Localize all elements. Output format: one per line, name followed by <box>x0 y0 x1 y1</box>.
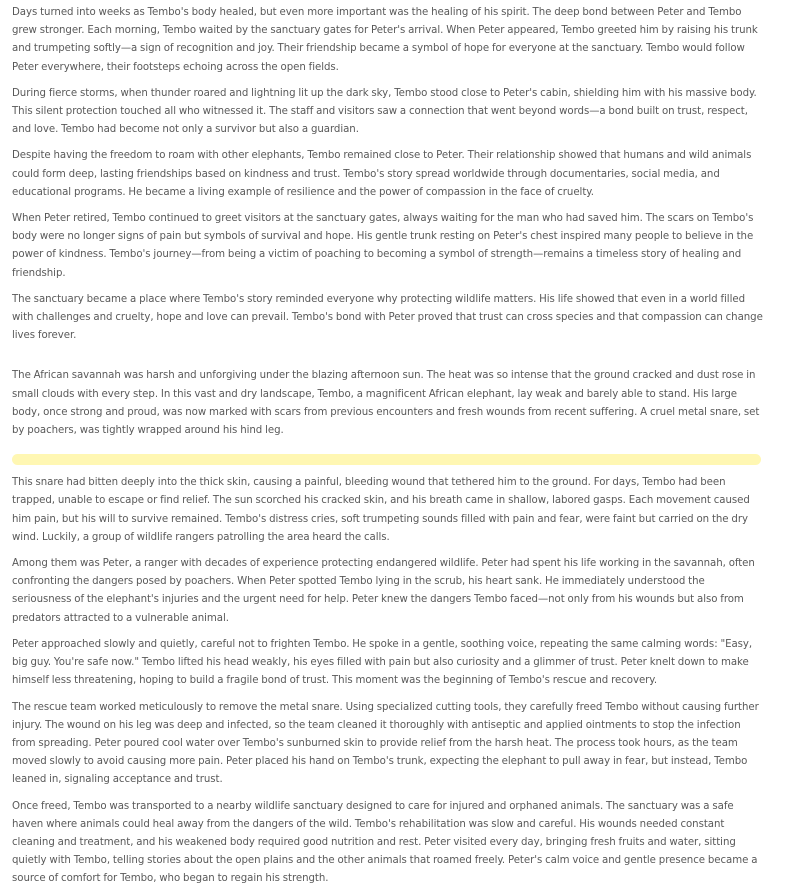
paragraph: Once freed, Tembo was transported to a nearby wildlife sanctuary designed to care for injured and orphaned animals. The sanctuary was a safe haven where animals could heal away from the dangers of the wild. Tembo's rehabilitation was slow and careful. His wounds needed constant cleaning and treatment, and his weakened body required good nutrition and rest. Peter visited every day, bringing fresh fruits and water, sitting quietly with Tembo, telling stories about the open plains and the other animals that roamed freely. Peter's calm voice and gentle presence became a source of comfort for Tembo, who began to regain his strength. <box>12 800 758 885</box>
paragraph: This snare had bitten deeply into the thick skin, causing a painful, bleeding wound that tethered him to the ground. For days, Tembo had been trapped, unable to escape or find relief. The sun scorched his cracked skin, and his breath came in shallow, labored gasps. Each movement caused him pain, but his will to survive remained. Tembo's distress cries, soft trumpeting sounds filled with pain and fear, were faint but carried on the dry wind. Luckily, a group of wildlife rangers patrolling the area heard the calls. <box>12 477 750 543</box>
section-gap <box>12 353 765 367</box>
paragraph: Despite having the freedom to roam with other elephants, Tembo remained close to Peter. Their relationship showed that humans and wild animals could form deep, lasting friendships based on kindness and trust. Tembo's story spread worldwide through documentaries, social media, and educational programs. He became a living example of resilience and the power of compassion in the face of cruelty. <box>12 150 752 198</box>
highlight-bar <box>12 454 761 465</box>
paragraph: During fierce storms, when thunder roared and lightning lit up the dark sky, Tembo stood close to Peter's cabin, shielding him with his massive body. This silent protection touched all who witnessed it. The staff and visitors saw a connection that went beyond words—a bond built on trust, respect, and love. Tembo had become not only a survivor but also a guardian. <box>12 87 757 136</box>
paragraph: Days turned into weeks as Tembo's body healed, but even more important was the healing of his spirit. The deep bond between Peter and Tembo grew stronger. Each morning, Tembo waited by the sanctuary gates for Peter's arrival. When Peter appeared, Tembo greeted him by raising his trunk and trumpeting softly—a sign of recognition and joy. Their friendship became a symbol of hope for everyone at the sanctuary. Tembo would follow Peter everywhere, their footsteps echoing across the open fields. <box>12 7 758 73</box>
paragraph: When Peter retired, Tembo continued to greet visitors at the sanctuary gates, always waiting for the man who had saved him. The scars on Tembo's body were no longer signs of pain but symbols of survival and hope. His gentle trunk resting on Peter's chest inspired many people to believe in the power of kindness. Tembo's journey—from being a victim of poaching to becoming a symbol of strength—remains a timeless story of healing and friendship. <box>12 213 754 279</box>
paragraph: The rescue team worked meticulously to remove the metal snare. Using specialized cutting tools, they carefully freed Tembo without causing further injury. The wound on his leg was deep and infected, so the team cleaned it thoroughly with antiseptic and applied ointments to stop the infection from spreading. Peter poured cool water over Tembo's sunburned skin to provide relief from the harsh heat. The process took hours, as the team moved slowly to avoid causing more pain. Peter placed his hand on Tembo's trunk, expecting the elephant to pull away in fear, but instead, Tembo leaned in, signaling acceptance and trust. <box>12 701 759 786</box>
paragraph: Peter approached slowly and quietly, careful not to frighten Tembo. He spoke in a gentle, soothing voice, repeating the same calming words: "Easy, big guy. You're safe now." Tembo lifted his head weakly, his eyes filled with pain but also curiosity and a glimmer of trust. Peter knelt down to make himself less threatening, hoping to build a fragile bond of trust. This moment was the beginning of Tembo's rescue and recovery. <box>12 638 753 687</box>
paragraph: The sanctuary became a place where Tembo's story reminded everyone why protecting wildlife matters. His life showed that even in a world filled with challenges and cruelty, hope and love can prevail. Tembo's bond with Peter proved that trust can cross species and that compassion can change lives forever. <box>12 293 763 342</box>
paragraph: The African savannah was harsh and unforgiving under the blazing afternoon sun. The heat was so intense that the ground cracked and dust rose in small clouds with every step. In this vast and dry landscape, Tembo, a magnificent African elephant, lay weak and barely able to stand. His large body, once strong and proud, was now marked with scars from previous encounters and fresh wounds from recent suffering. A cruel metal snare, set by poachers, was tightly wrapped around his hind leg. <box>12 370 760 437</box>
paragraph: Among them was Peter, a ranger with decades of experience protecting endangered wildlife. Peter had spent his life working in the savannah, often confronting the dangers posed by poachers. When Peter spotted Tembo lying in the scrub, his heart sank. He immediately understood the seriousness of the elephant's injuries and the urgent need for help. Peter knew the dangers Tembo faced—not only from his wounds but also from predators attracted to a vulnerable animal. <box>12 558 755 624</box>
